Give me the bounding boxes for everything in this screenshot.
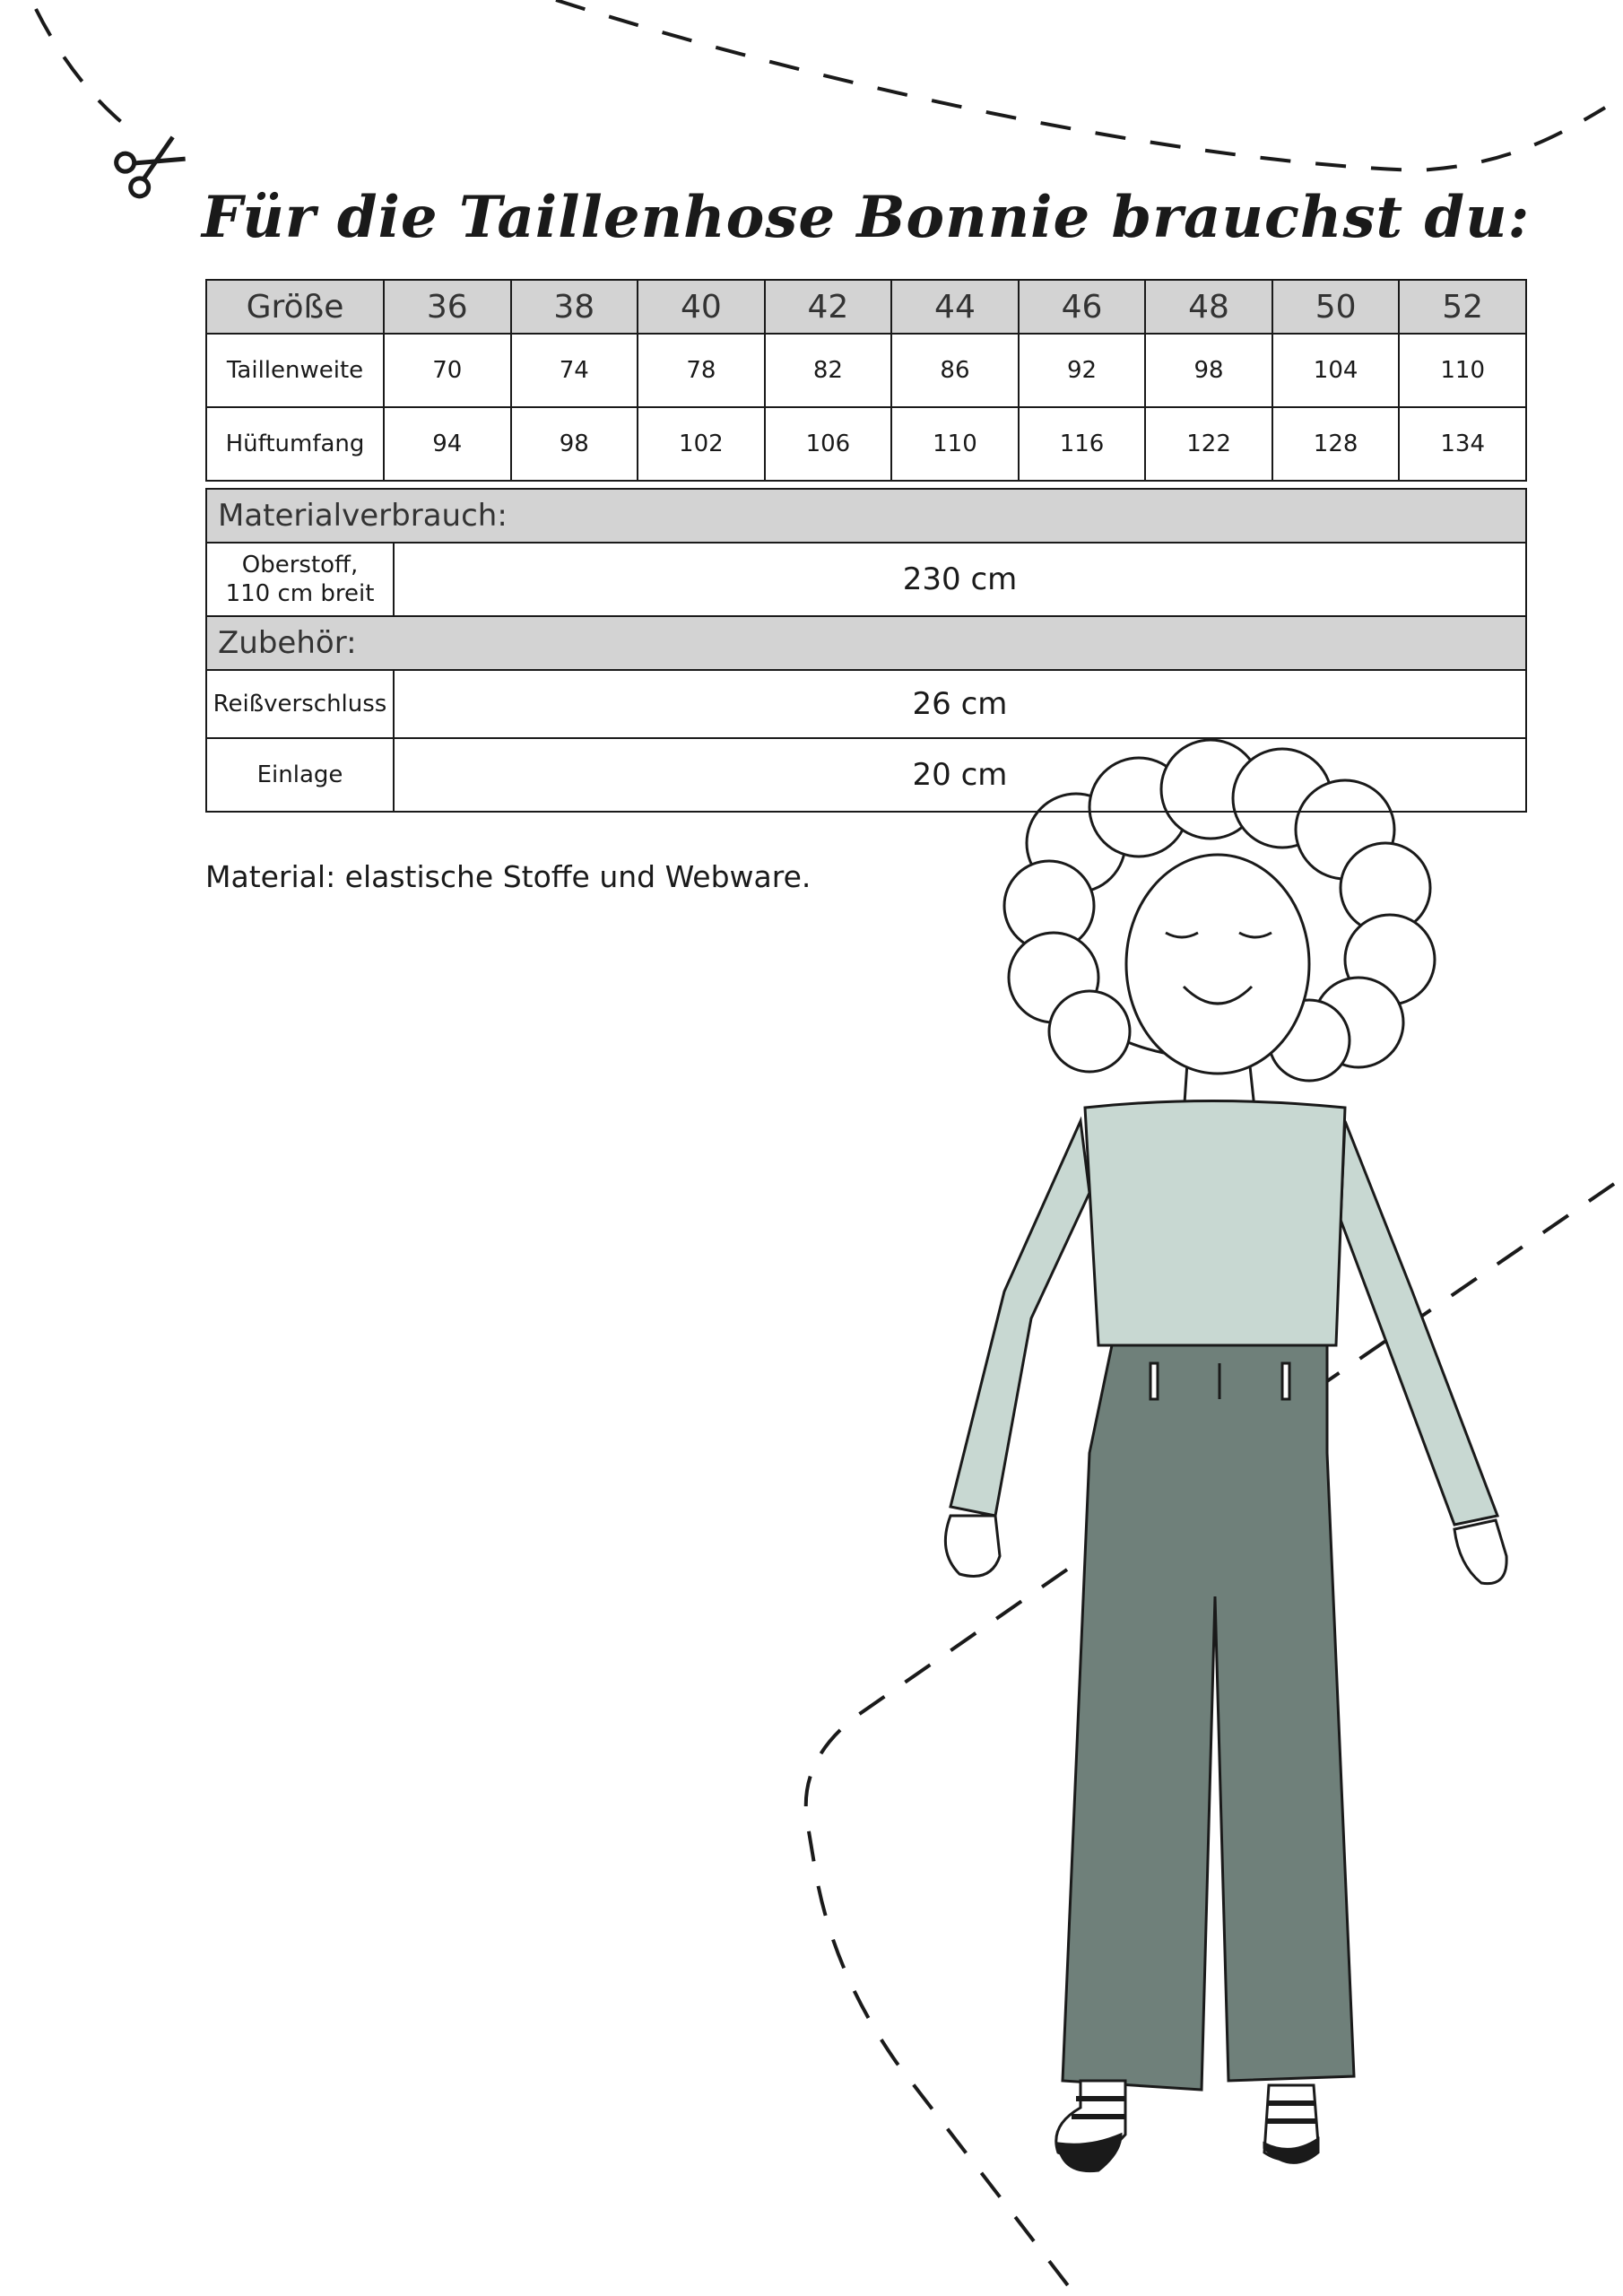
material-section-label: Materialverbrauch: xyxy=(206,489,1526,543)
size-header-row xyxy=(206,280,1526,334)
table-row xyxy=(206,543,1526,616)
face xyxy=(1126,855,1309,1074)
size-cell: 40 xyxy=(638,280,765,334)
accessories-section-label: Zubehör: xyxy=(206,616,1526,670)
value-cell: 104 xyxy=(1272,334,1400,407)
cut-line-top xyxy=(36,0,1605,170)
value-cell: 82 xyxy=(765,334,892,407)
page-title: Für die Taillenhose Bonnie brauchst du: xyxy=(202,184,1531,251)
value-cell: 116 xyxy=(1019,407,1146,481)
value-cell: 86 xyxy=(891,334,1019,407)
size-header-label: Größe xyxy=(206,280,384,334)
value-cell: 106 xyxy=(765,407,892,481)
left-arm xyxy=(950,1121,1089,1516)
accessory-label: Reißverschluss xyxy=(206,670,394,738)
value-cell: 78 xyxy=(638,334,765,407)
value-cell: 98 xyxy=(511,407,638,481)
size-cell: 50 xyxy=(1272,280,1400,334)
scissors-icon xyxy=(113,127,191,199)
size-cell: 46 xyxy=(1019,280,1146,334)
value-cell: 70 xyxy=(384,334,511,407)
accessories-section-row xyxy=(206,616,1526,670)
fabric-value: 230 cm xyxy=(394,543,1526,616)
size-cell: 42 xyxy=(765,280,892,334)
size-table xyxy=(205,279,1527,482)
value-cell: 74 xyxy=(511,334,638,407)
material-section-row xyxy=(206,489,1526,543)
size-cell: 36 xyxy=(384,280,511,334)
value-cell: 110 xyxy=(891,407,1019,481)
table-row xyxy=(206,407,1526,481)
value-cell: 128 xyxy=(1272,407,1400,481)
right-arm xyxy=(1341,1121,1497,1525)
value-cell: 134 xyxy=(1399,407,1526,481)
row-label: Taillenweite xyxy=(206,334,384,407)
table-row xyxy=(206,738,1526,812)
size-cell: 48 xyxy=(1145,280,1272,334)
value-cell: 98 xyxy=(1145,334,1272,407)
fabric-label-line1: Oberstoff, xyxy=(241,552,359,578)
value-cell: 110 xyxy=(1399,334,1526,407)
pants xyxy=(1063,1345,1354,2090)
girl-illustration xyxy=(945,740,1506,2171)
size-cell: 38 xyxy=(511,280,638,334)
size-cell: 52 xyxy=(1399,280,1526,334)
table-row xyxy=(206,334,1526,407)
accessory-label: Einlage xyxy=(206,738,394,812)
value-cell: 94 xyxy=(384,407,511,481)
material-note: Material: elastische Stoffe und Webware. xyxy=(205,859,812,894)
row-label: Hüftumfang xyxy=(206,407,384,481)
fabric-label-line2: 110 cm breit xyxy=(225,580,375,607)
material-table xyxy=(205,488,1527,813)
table-row xyxy=(206,670,1526,738)
shirt xyxy=(1085,1101,1345,1346)
accessory-value: 20 cm xyxy=(394,738,1526,812)
size-cell: 44 xyxy=(891,280,1019,334)
fabric-label xyxy=(206,543,394,616)
accessory-value: 26 cm xyxy=(394,670,1526,738)
value-cell: 102 xyxy=(638,407,765,481)
value-cell: 122 xyxy=(1145,407,1272,481)
value-cell: 92 xyxy=(1019,334,1146,407)
